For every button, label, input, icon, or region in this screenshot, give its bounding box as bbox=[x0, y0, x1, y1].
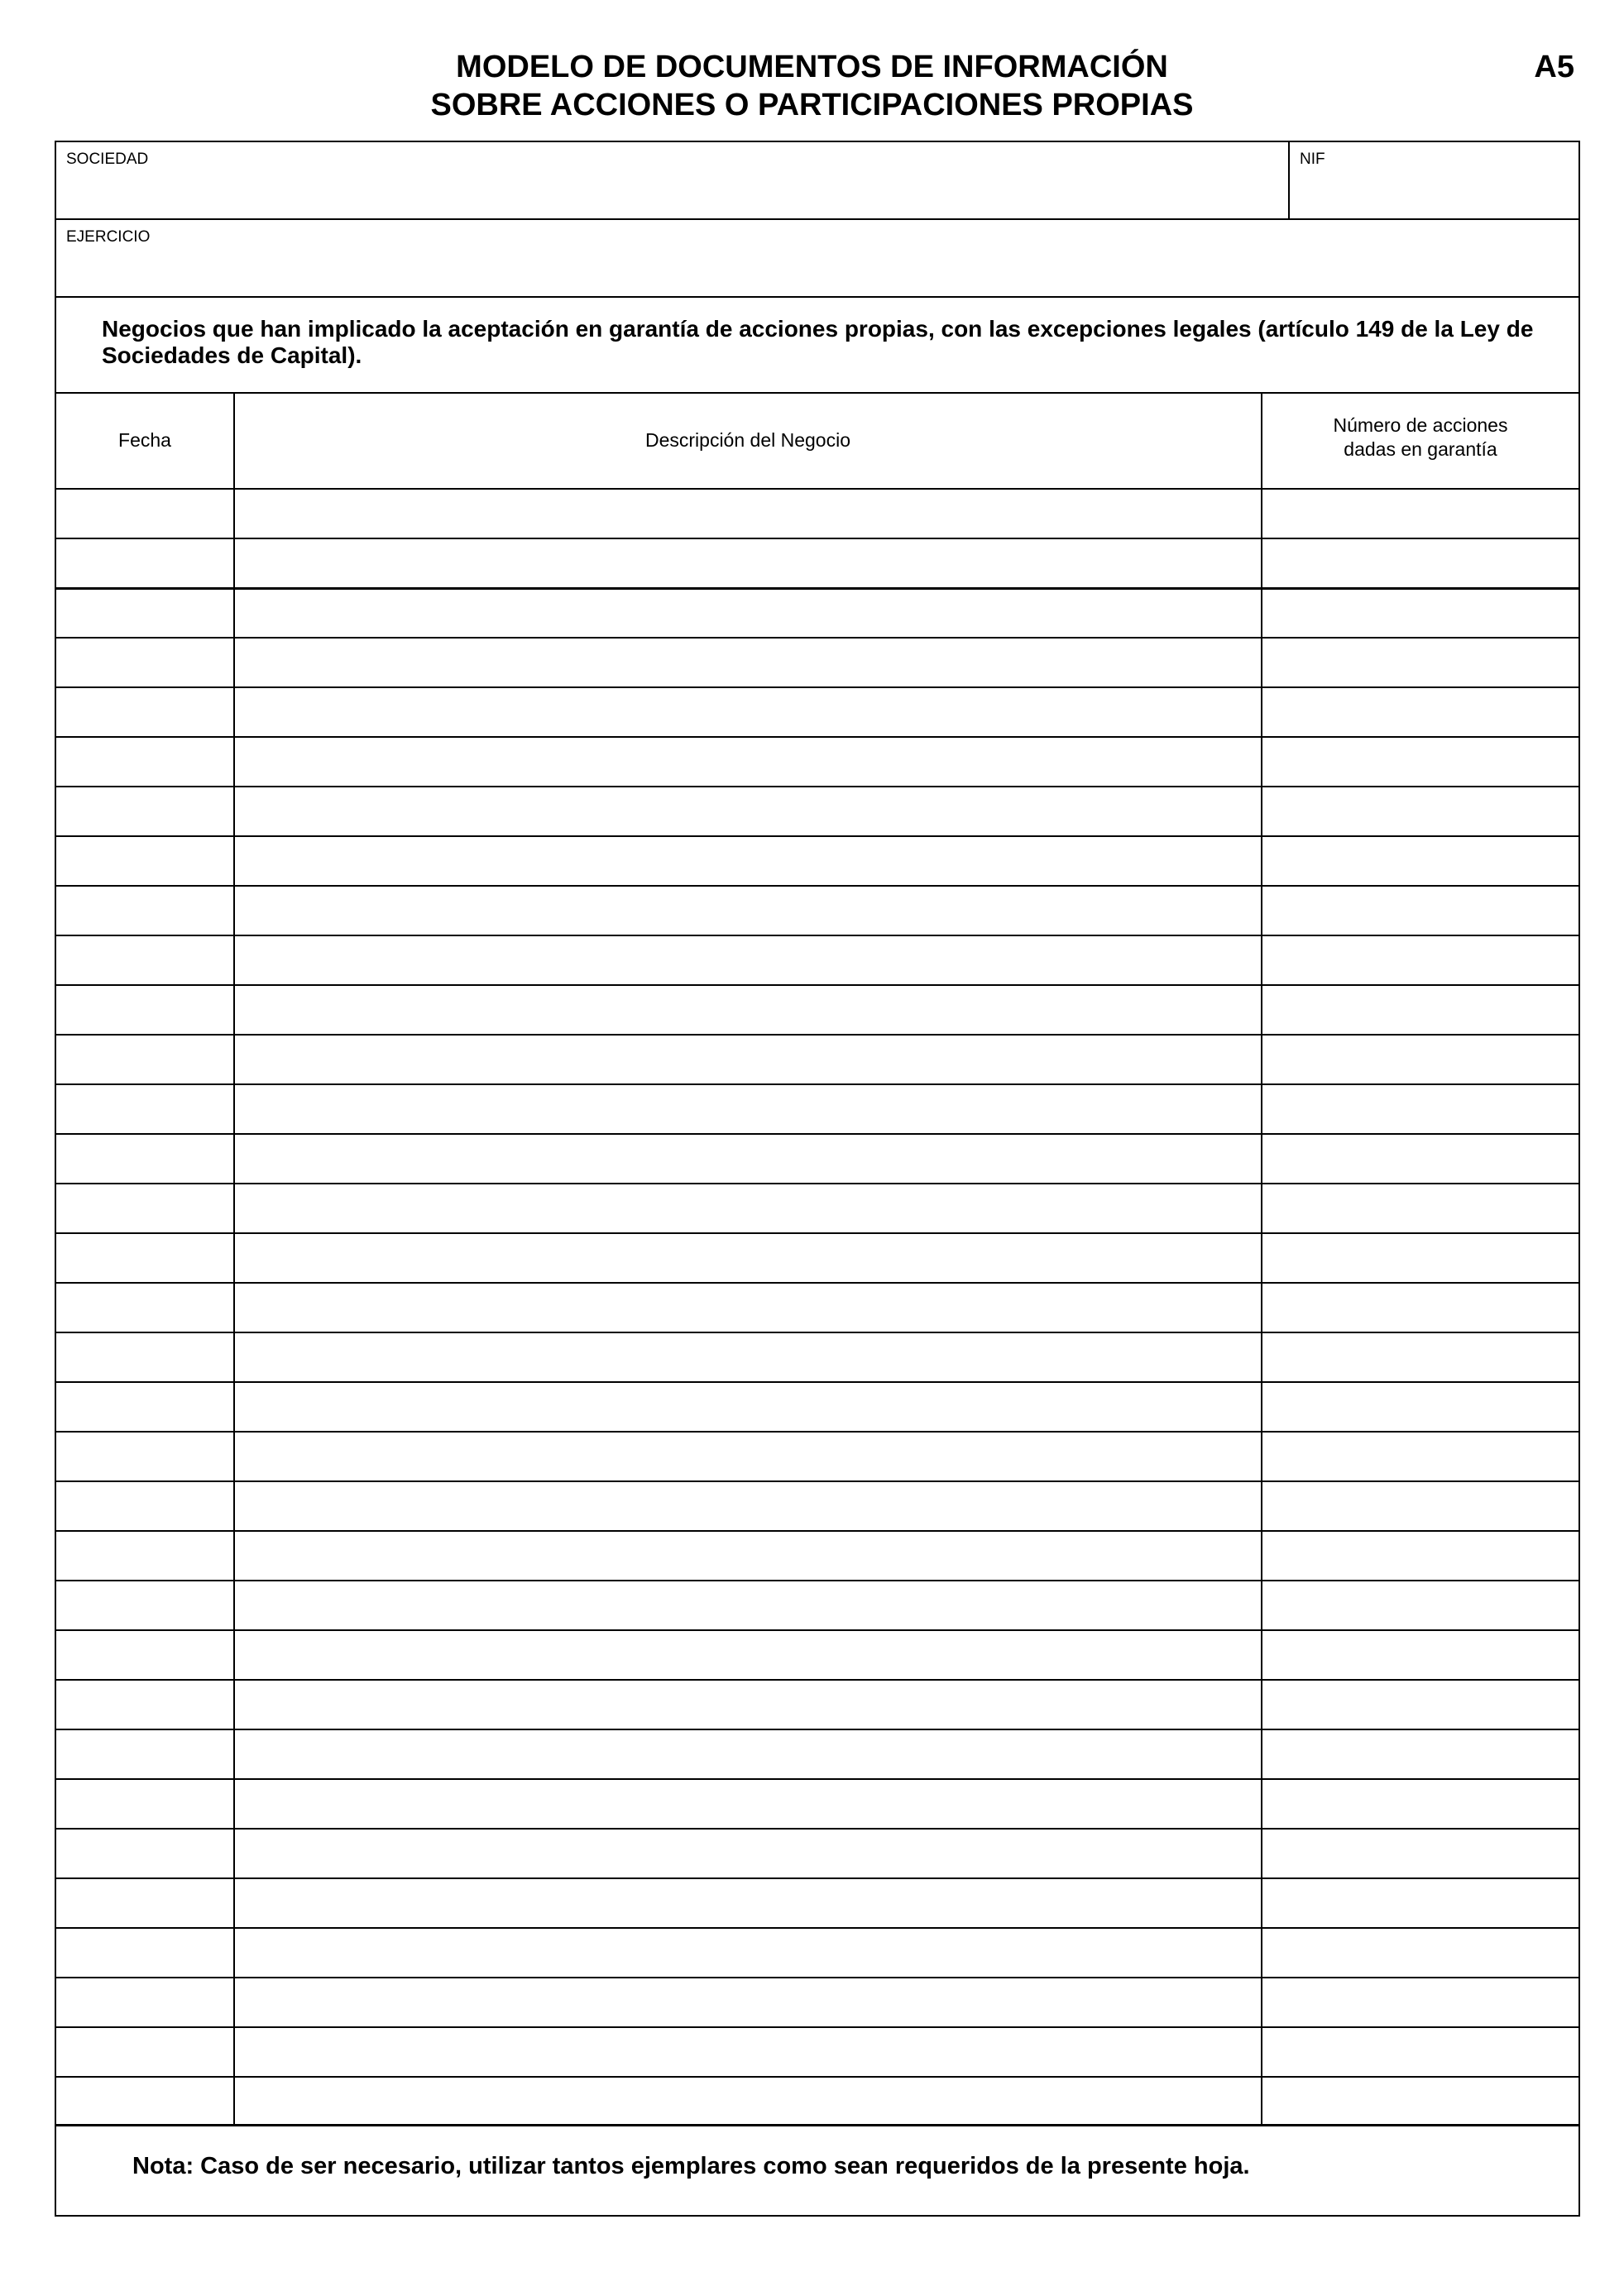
numero-cell[interactable] bbox=[1261, 1135, 1578, 1183]
numero-cell[interactable] bbox=[1261, 590, 1578, 637]
form-title bbox=[0, 48, 1624, 124]
fecha-cell[interactable] bbox=[56, 1085, 233, 1133]
fecha-cell[interactable] bbox=[56, 1036, 233, 1083]
descripcion-cell[interactable] bbox=[233, 1433, 1261, 1480]
table-row bbox=[56, 1629, 1578, 1679]
descripcion-cell[interactable] bbox=[233, 1135, 1261, 1183]
fecha-cell[interactable] bbox=[56, 1730, 233, 1778]
numero-cell[interactable] bbox=[1261, 837, 1578, 885]
fecha-cell[interactable] bbox=[56, 1135, 233, 1183]
numero-cell[interactable] bbox=[1261, 1978, 1578, 2026]
table-row bbox=[56, 637, 1578, 686]
table-row bbox=[56, 1480, 1578, 1530]
table-row bbox=[56, 736, 1578, 786]
descripcion-cell[interactable] bbox=[233, 2028, 1261, 2076]
table-row bbox=[56, 935, 1578, 984]
sociedad-field[interactable] bbox=[56, 142, 1288, 218]
ejercicio-field[interactable] bbox=[56, 220, 1578, 296]
fecha-cell[interactable] bbox=[56, 787, 233, 835]
table-row bbox=[56, 1877, 1578, 1927]
fecha-cell[interactable] bbox=[56, 1581, 233, 1629]
table-row bbox=[56, 488, 1578, 538]
table-row bbox=[56, 2076, 1578, 2126]
numero-cell[interactable] bbox=[1261, 1036, 1578, 1083]
numero-cell[interactable] bbox=[1261, 1929, 1578, 1977]
fecha-cell[interactable] bbox=[56, 986, 233, 1034]
numero-cell[interactable] bbox=[1261, 1681, 1578, 1729]
numero-cell[interactable] bbox=[1261, 1184, 1578, 1232]
table-bottom-line bbox=[56, 2124, 1578, 2126]
table-row bbox=[56, 786, 1578, 835]
column-header-numero-line2: dadas en garantía bbox=[1344, 438, 1497, 460]
numero-cell[interactable] bbox=[1261, 887, 1578, 935]
numero-cell[interactable] bbox=[1261, 1482, 1578, 1530]
form-title-line2: SOBRE ACCIONES O PARTICIPACIONES PROPIAS bbox=[430, 88, 1194, 122]
fecha-cell[interactable] bbox=[56, 1879, 233, 1927]
column-header-fecha: Fecha bbox=[118, 429, 171, 451]
fecha-cell[interactable] bbox=[56, 2028, 233, 2076]
nif-field[interactable] bbox=[1290, 142, 1578, 218]
descripcion-cell[interactable] bbox=[233, 1830, 1261, 1877]
fecha-cell[interactable] bbox=[56, 490, 233, 538]
fecha-cell[interactable] bbox=[56, 590, 233, 637]
fecha-cell[interactable] bbox=[56, 1482, 233, 1530]
column-header-numero bbox=[1262, 414, 1578, 462]
numero-cell[interactable] bbox=[1261, 1730, 1578, 1778]
nif-label: NIF bbox=[1300, 151, 1325, 168]
fecha-cell[interactable] bbox=[56, 936, 233, 984]
form-code: A5 bbox=[1534, 50, 1574, 84]
descripcion-cell[interactable] bbox=[233, 688, 1261, 736]
fecha-cell[interactable] bbox=[56, 1532, 233, 1580]
fecha-cell[interactable] bbox=[56, 1631, 233, 1679]
table-row bbox=[56, 1332, 1578, 1381]
descripcion-cell[interactable] bbox=[233, 490, 1261, 538]
fecha-cell[interactable] bbox=[56, 837, 233, 885]
fecha-cell[interactable] bbox=[56, 1830, 233, 1877]
divider-line bbox=[56, 392, 1578, 394]
table-row bbox=[56, 1977, 1578, 2026]
table-row bbox=[56, 885, 1578, 935]
table-row bbox=[56, 1282, 1578, 1332]
table-row bbox=[56, 686, 1578, 736]
numero-cell[interactable] bbox=[1261, 1830, 1578, 1877]
fecha-cell[interactable] bbox=[56, 1383, 233, 1431]
numero-cell[interactable] bbox=[1261, 1780, 1578, 1828]
fecha-cell[interactable] bbox=[56, 1184, 233, 1232]
fecha-cell[interactable] bbox=[56, 639, 233, 686]
numero-cell[interactable] bbox=[1261, 1631, 1578, 1679]
numero-cell[interactable] bbox=[1261, 1581, 1578, 1629]
descripcion-cell[interactable] bbox=[233, 1085, 1261, 1133]
divider-line bbox=[56, 296, 1578, 298]
table-row bbox=[56, 538, 1578, 587]
descripcion-cell[interactable] bbox=[233, 986, 1261, 1034]
table-row bbox=[56, 1778, 1578, 1828]
fecha-cell[interactable] bbox=[56, 2078, 233, 2126]
table-row bbox=[56, 1927, 1578, 1977]
fecha-cell[interactable] bbox=[56, 1978, 233, 2026]
descripcion-cell[interactable] bbox=[233, 1929, 1261, 1977]
numero-cell[interactable] bbox=[1261, 2028, 1578, 2076]
descripcion-cell[interactable] bbox=[233, 1184, 1261, 1232]
numero-cell[interactable] bbox=[1261, 738, 1578, 786]
table-row bbox=[56, 1083, 1578, 1133]
descripcion-cell[interactable] bbox=[233, 590, 1261, 637]
table-row bbox=[56, 1381, 1578, 1431]
descripcion-cell[interactable] bbox=[233, 787, 1261, 835]
table-row bbox=[56, 1729, 1578, 1778]
descripcion-cell[interactable] bbox=[233, 1879, 1261, 1927]
descripcion-cell[interactable] bbox=[233, 1730, 1261, 1778]
descripcion-cell[interactable] bbox=[233, 1978, 1261, 2026]
descripcion-cell[interactable] bbox=[233, 837, 1261, 885]
fecha-cell[interactable] bbox=[56, 1284, 233, 1332]
section-title: Negocios que han implicado la aceptación en garantía de acciones propias, con las excepciones legales (artículo 149 de la Ley de Sociedades de Capital). bbox=[102, 316, 1534, 368]
numero-cell[interactable] bbox=[1261, 688, 1578, 736]
form-title-line1: MODELO DE DOCUMENTOS DE INFORMACIÓN bbox=[456, 50, 1168, 84]
table-row bbox=[56, 984, 1578, 1034]
numero-cell[interactable] bbox=[1261, 936, 1578, 984]
table-row bbox=[56, 1828, 1578, 1877]
numero-cell[interactable] bbox=[1261, 539, 1578, 587]
descripcion-cell[interactable] bbox=[233, 1284, 1261, 1332]
table-row bbox=[56, 1530, 1578, 1580]
fecha-cell[interactable] bbox=[56, 688, 233, 736]
table-row bbox=[56, 1580, 1578, 1629]
table-row bbox=[56, 1034, 1578, 1083]
descripcion-cell[interactable] bbox=[233, 936, 1261, 984]
descripcion-cell[interactable] bbox=[233, 1234, 1261, 1282]
numero-cell[interactable] bbox=[1261, 1085, 1578, 1133]
descripcion-cell[interactable] bbox=[233, 1383, 1261, 1431]
fecha-cell[interactable] bbox=[56, 1929, 233, 1977]
descripcion-cell[interactable] bbox=[233, 1036, 1261, 1083]
table-row bbox=[56, 1133, 1578, 1183]
table-row bbox=[56, 2026, 1578, 2076]
numero-cell[interactable] bbox=[1261, 1532, 1578, 1580]
fecha-cell[interactable] bbox=[56, 539, 233, 587]
descripcion-cell[interactable] bbox=[233, 887, 1261, 935]
descripcion-cell[interactable] bbox=[233, 1482, 1261, 1530]
ejercicio-label: EJERCICIO bbox=[66, 228, 151, 246]
descripcion-cell[interactable] bbox=[233, 1532, 1261, 1580]
numero-cell[interactable] bbox=[1261, 2078, 1578, 2126]
fecha-cell[interactable] bbox=[56, 738, 233, 786]
descripcion-cell[interactable] bbox=[233, 1681, 1261, 1729]
table-row bbox=[56, 1232, 1578, 1282]
descripcion-cell[interactable] bbox=[233, 2078, 1261, 2126]
sociedad-label: SOCIEDAD bbox=[66, 151, 149, 168]
descripcion-cell[interactable] bbox=[233, 1333, 1261, 1381]
numero-cell[interactable] bbox=[1261, 1333, 1578, 1381]
numero-cell[interactable] bbox=[1261, 1234, 1578, 1282]
fecha-cell[interactable] bbox=[56, 1681, 233, 1729]
table-row bbox=[56, 587, 1578, 637]
numero-cell[interactable] bbox=[1261, 1383, 1578, 1431]
numero-cell[interactable] bbox=[1261, 639, 1578, 686]
numero-cell[interactable] bbox=[1261, 1879, 1578, 1927]
table-body bbox=[56, 488, 1578, 2126]
table-row bbox=[56, 835, 1578, 885]
numero-cell[interactable] bbox=[1261, 986, 1578, 1034]
fecha-cell[interactable] bbox=[56, 1333, 233, 1381]
fecha-cell[interactable] bbox=[56, 1234, 233, 1282]
numero-cell[interactable] bbox=[1261, 787, 1578, 835]
table-row bbox=[56, 1431, 1578, 1480]
fecha-cell[interactable] bbox=[56, 887, 233, 935]
table-row bbox=[56, 1679, 1578, 1729]
numero-cell[interactable] bbox=[1261, 490, 1578, 538]
fecha-cell[interactable] bbox=[56, 1780, 233, 1828]
column-header-numero-line1: Número de acciones bbox=[1333, 414, 1508, 436]
numero-cell[interactable] bbox=[1261, 1284, 1578, 1332]
table-row bbox=[56, 1183, 1578, 1232]
descripcion-cell[interactable] bbox=[233, 1631, 1261, 1679]
descripcion-cell[interactable] bbox=[233, 639, 1261, 686]
descripcion-cell[interactable] bbox=[233, 1581, 1261, 1629]
descripcion-cell[interactable] bbox=[233, 539, 1261, 587]
fecha-cell[interactable] bbox=[56, 1433, 233, 1480]
descripcion-cell[interactable] bbox=[233, 1780, 1261, 1828]
descripcion-cell[interactable] bbox=[233, 738, 1261, 786]
numero-cell[interactable] bbox=[1261, 1433, 1578, 1480]
column-header-descripcion: Descripción del Negocio bbox=[644, 429, 850, 451]
footer-note: Nota: Caso de ser necesario, utilizar tantos ejemplares como sean requeridos de la presente hoja. bbox=[132, 2153, 1250, 2179]
form-frame bbox=[55, 141, 1580, 2217]
